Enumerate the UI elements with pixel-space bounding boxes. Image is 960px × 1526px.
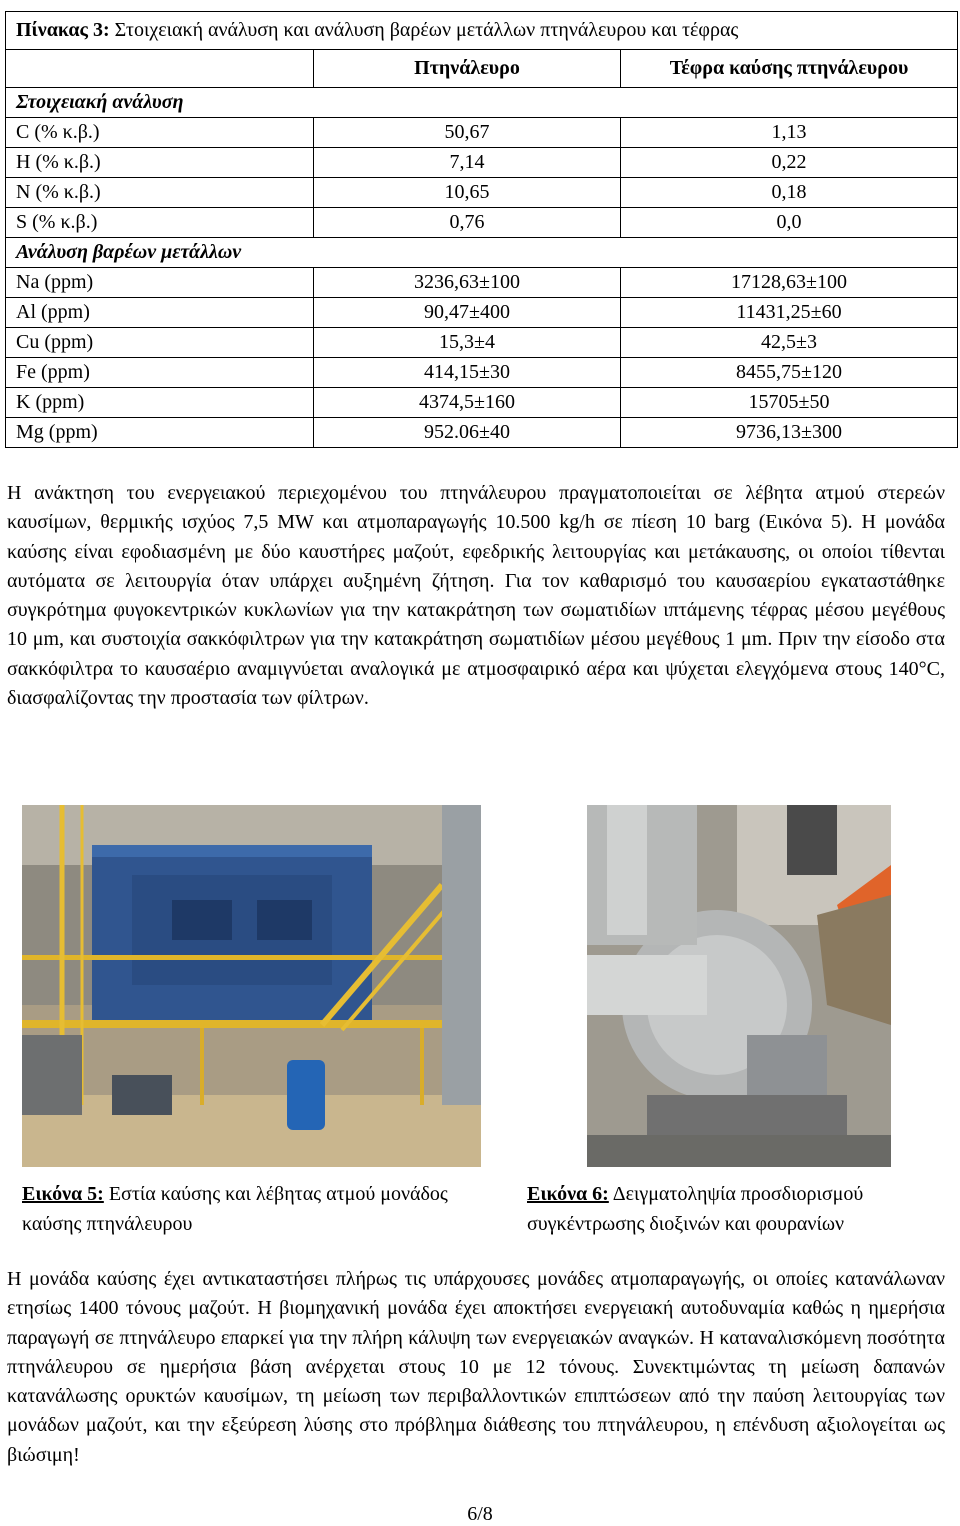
figure-6-text: Δειγματοληψία προσδιορισμού συγκέντρωσης διοξινών και φουρανίων — [527, 1183, 864, 1235]
row-value-meal: 952.06±40 — [314, 418, 621, 448]
figure-5-caption — [22, 1180, 492, 1239]
table-caption — [6, 12, 958, 50]
row-value-meal: 50,67 — [314, 118, 621, 148]
row-value-meal: 0,76 — [314, 208, 621, 238]
table-header-row — [6, 50, 958, 88]
body-paragraph-2: Η μονάδα καύσης έχει αντικαταστήσει πλήρως τις υπάρχουσες μονάδες ατμοπαραγωγής, οι οποίες κατανάλωναν ετησίως 1400 τόνους μαζούτ. Η βιομηχανική μονάδα έχει αποκτήσει ενεργειακή αυτοδυναμία καθώς η ημερήσια παραγωγή σε πτηνάλευρο επαρκεί για την πλήρη κάλυψη των ενεργειακών αναγκών. Η καταναλισκόμενη ποσότητα πτηνάλευρου σε ημερήσια βάση ανέρχεται στους 10 με 12 τόνους. Συνεκτιμώντας τη μείωση δαπανών κατανάλωσης ορυκτών καυσίμων, τη μείωση των περιβαλλοντικών επιπτώσεων από την παύση λειτουργίας των μονάδων μαζούτ, και την εξεύρεση λύσης στο πρόβλημα διάθεσης του πτηνάλευρου, η επένδυση αξιολογείται ως βιώσιμη! — [7, 1268, 945, 1466]
row-value-ash: 0,18 — [621, 178, 958, 208]
table-row — [6, 328, 958, 358]
figure-5-label: Εικόνα 5: — [22, 1183, 104, 1205]
table-row — [6, 208, 958, 238]
table-row — [6, 118, 958, 148]
section-row-elemental — [6, 88, 958, 118]
body-paragraph-1: Η ανάκτηση του ενεργειακού περιεχομένου του πτηνάλευρου πραγματοποιείται σε λέβητα ατμού στερεών καυσίμων, θερμικής ισχύος 7,5 MW και ατμοπαραγωγής 10.500 kg/h σε πίεση 10 barg (Εικόνα 5). Η μονάδα καύσης είναι εφοδιασμένη με δύο καυστήρες μαζούτ, εφεδρικής λειτουργίας και μετάκαυσης, οι οποίοι τίθενται αυτόματα σε λειτουργία όταν υπάρχει αυξημένη ζήτηση. Για τον καθαρισμό του καυσαερίου εγκαταστάθηκε συγκρότημα φυγοκεντρικών κυκλωνίων για την κατακράτηση των σωματιδίων ιπτάμενης τέφρας μέσου μεγέθους 10 μm, και συστοιχία σακκόφιλτρων για την κατακράτηση σωματιδίων μέσου μεγέθους 1 μm. Πριν την είσοδο στα σακκόφιλτρα το καυσαέριο αναμιγνύεται αναλογικά με ατμοσφαιρικό αέρα και ψύχεται ελεγχόμενα στους 140°C, διασφαλίζοντας την προστασία των φίλτρων. — [7, 482, 945, 710]
row-value-meal: 10,65 — [314, 178, 621, 208]
row-value-meal: 414,15±30 — [314, 358, 621, 388]
table-row — [6, 298, 958, 328]
row-label: N (% κ.β.) — [6, 178, 314, 208]
row-value-meal: 3236,63±100 — [314, 268, 621, 298]
page-number: 6/8 — [467, 1503, 493, 1525]
row-label: H (% κ.β.) — [6, 148, 314, 178]
row-label: Cu (ppm) — [6, 328, 314, 358]
section-row-heavy-metals — [6, 238, 958, 268]
boiler-photo — [22, 805, 481, 1167]
row-value-ash: 42,5±3 — [621, 328, 958, 358]
row-value-ash: 17128,63±100 — [621, 268, 958, 298]
row-value-ash: 1,13 — [621, 118, 958, 148]
row-value-meal: 4374,5±160 — [314, 388, 621, 418]
row-value-meal: 7,14 — [314, 148, 621, 178]
table-row — [6, 178, 958, 208]
figure-6-caption — [527, 1180, 957, 1239]
table-row — [6, 388, 958, 418]
row-value-ash: 8455,75±120 — [621, 358, 958, 388]
row-label: Mg (ppm) — [6, 418, 314, 448]
header-ash: Τέφρα καύσης πτηνάλευρου — [621, 50, 958, 88]
row-value-ash: 11431,25±60 — [621, 298, 958, 328]
row-value-ash: 0,22 — [621, 148, 958, 178]
row-label: Na (ppm) — [6, 268, 314, 298]
table-row — [6, 148, 958, 178]
table-caption-row — [6, 12, 958, 50]
table-row — [6, 358, 958, 388]
row-label: Al (ppm) — [6, 298, 314, 328]
figure-6-label: Εικόνα 6: — [527, 1183, 609, 1205]
table-row — [6, 418, 958, 448]
table-caption-text: Στοιχειακή ανάλυση και ανάλυση βαρέων μετάλλων πτηνάλευρου και τέφρας — [109, 19, 739, 41]
row-value-ash: 15705±50 — [621, 388, 958, 418]
header-poultry-meal: Πτηνάλευρο — [314, 50, 621, 88]
table-caption-label: Πίνακας 3: — [16, 19, 110, 41]
row-value-ash: 9736,13±300 — [621, 418, 958, 448]
figure-5-text: Εστία καύσης και λέβητας ατμού μονάδος καύσης πτηνάλευρου — [22, 1183, 448, 1235]
section-title: Στοιχειακή ανάλυση — [6, 88, 958, 118]
row-label: Fe (ppm) — [6, 358, 314, 388]
analysis-table — [5, 11, 958, 448]
row-value-ash: 0,0 — [621, 208, 958, 238]
section-title: Ανάλυση βαρέων μετάλλων — [6, 238, 958, 268]
row-value-meal: 90,47±400 — [314, 298, 621, 328]
row-label: C (% κ.β.) — [6, 118, 314, 148]
table-row — [6, 268, 958, 298]
sampling-fan-photo — [587, 805, 891, 1167]
header-empty — [6, 50, 314, 88]
row-value-meal: 15,3±4 — [314, 328, 621, 358]
row-label: K (ppm) — [6, 388, 314, 418]
row-label: S (% κ.β.) — [6, 208, 314, 238]
